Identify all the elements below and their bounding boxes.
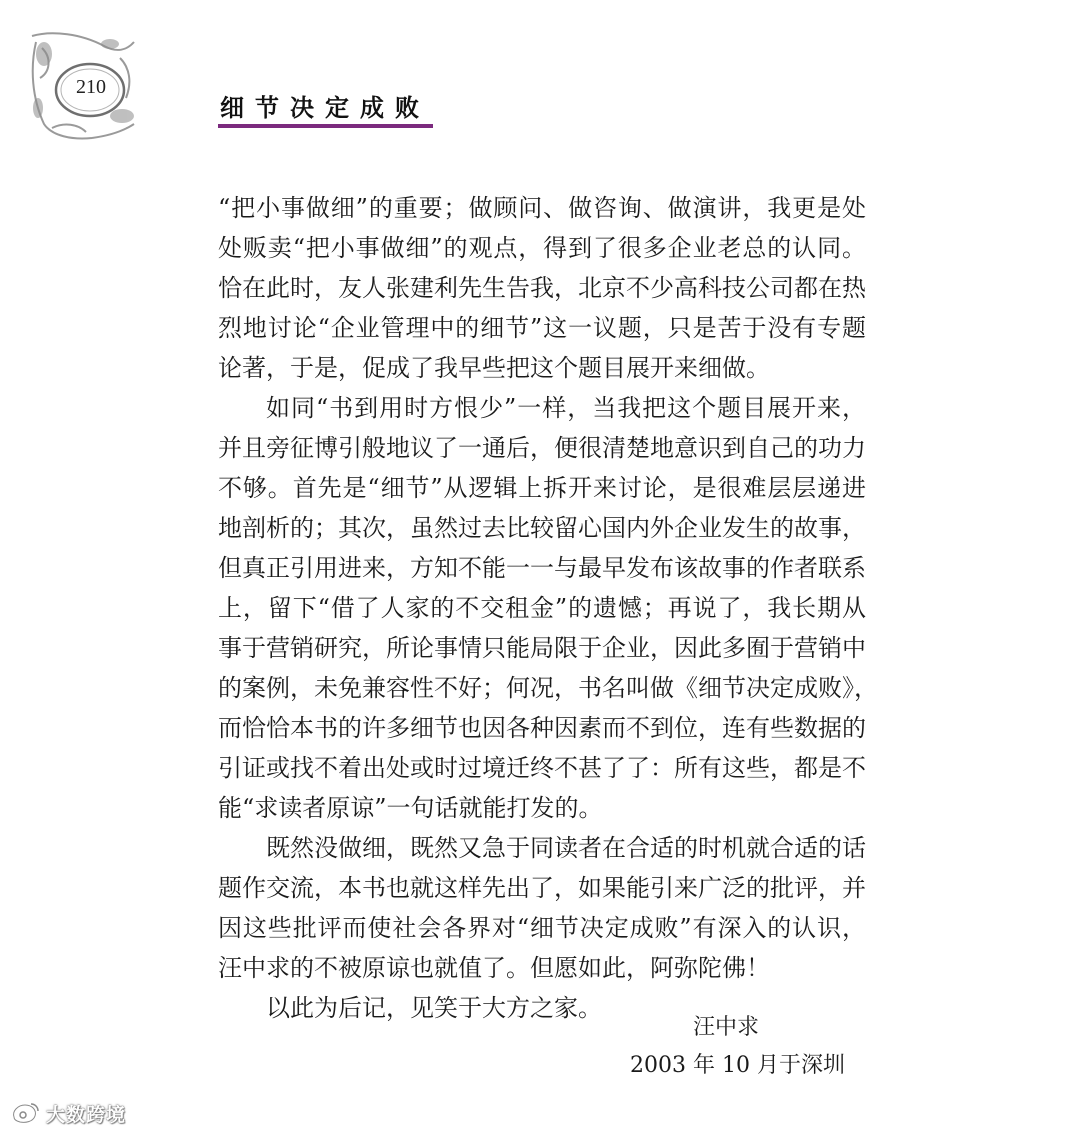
text-line: 论著，于是，促成了我早些把这个题目展开来细做。 — [218, 354, 770, 382]
page-number: 210 — [76, 76, 106, 98]
text-line: 上，留下“借了人家的不交租金”的遗憾；再说了，我长期从 — [218, 594, 866, 622]
body-text — [218, 188, 878, 1028]
text-line: 引证或找不着出处或时过境迁终不甚了了：所有这些，都是不 — [218, 754, 866, 782]
text-line: 能“求读者原谅”一句话就能打发的。 — [218, 794, 603, 822]
text-line: 因这些批评而使社会各界对“细节决定成败”有深入的认识， — [218, 914, 866, 942]
text-line: 地剖析的；其次，虽然过去比较留心国内外企业发生的故事， — [218, 514, 866, 542]
header-underline — [218, 124, 433, 128]
text-line: 以此为后记，见笑于大方之家。 — [266, 994, 602, 1022]
text-line: 汪中求的不被原谅也就值了。但愿如此，阿弥陀佛！ — [218, 954, 770, 982]
text-line: 不够。首先是“细节”从逻辑上拆开来讨论，是很难层层递进 — [218, 474, 866, 502]
weibo-icon — [10, 1101, 40, 1125]
text-line: 的案例，未免兼容性不好；何况，书名叫做《细节决定成败》， — [218, 674, 878, 702]
text-line: 题作交流，本书也就这样先出了，如果能引来广泛的批评，并 — [218, 874, 866, 902]
paragraph — [218, 988, 866, 1028]
text-line: 但真正引用进来，方知不能一一与最早发布该故事的作者联系 — [218, 554, 866, 582]
text-line: 而恰恰本书的许多细节也因各种因素而不到位，连有些数据的 — [218, 714, 866, 742]
signature-date: 2003 年 10 月于深圳 — [630, 1053, 845, 1078]
paragraph — [218, 188, 866, 388]
paragraph — [218, 828, 866, 988]
text-line: 处贩卖“把小事做细”的观点，得到了很多企业老总的认同。 — [218, 234, 866, 262]
text-line: 事于营销研究，所论事情只能局限于企业，因此多囿于营销中 — [218, 634, 866, 662]
watermark — [10, 1098, 126, 1128]
text-line: 烈地讨论“企业管理中的细节”这一议题，只是苦于没有专题 — [218, 314, 866, 342]
text-line: “把小事做细”的重要；做顾问、做咨询、做演讲，我更是处 — [218, 194, 866, 222]
watermark-text: 大数跨境 — [46, 1103, 127, 1126]
running-header-title: 细节决定成败 — [220, 94, 430, 122]
paragraph — [218, 388, 878, 828]
text-line: 恰在此时，友人张建利先生告我，北京不少高科技公司都在热 — [218, 274, 866, 302]
text-line: 如同“书到用时方恨少”一样，当我把这个题目展开来， — [266, 394, 866, 422]
text-line: 既然没做细，既然又急于同读者在合适的时机就合适的话 — [266, 834, 866, 862]
text-line: 并且旁征博引般地议了一通后，便很清楚地意识到自己的功力 — [218, 434, 866, 462]
author-signature: 汪中求 — [693, 1015, 760, 1040]
